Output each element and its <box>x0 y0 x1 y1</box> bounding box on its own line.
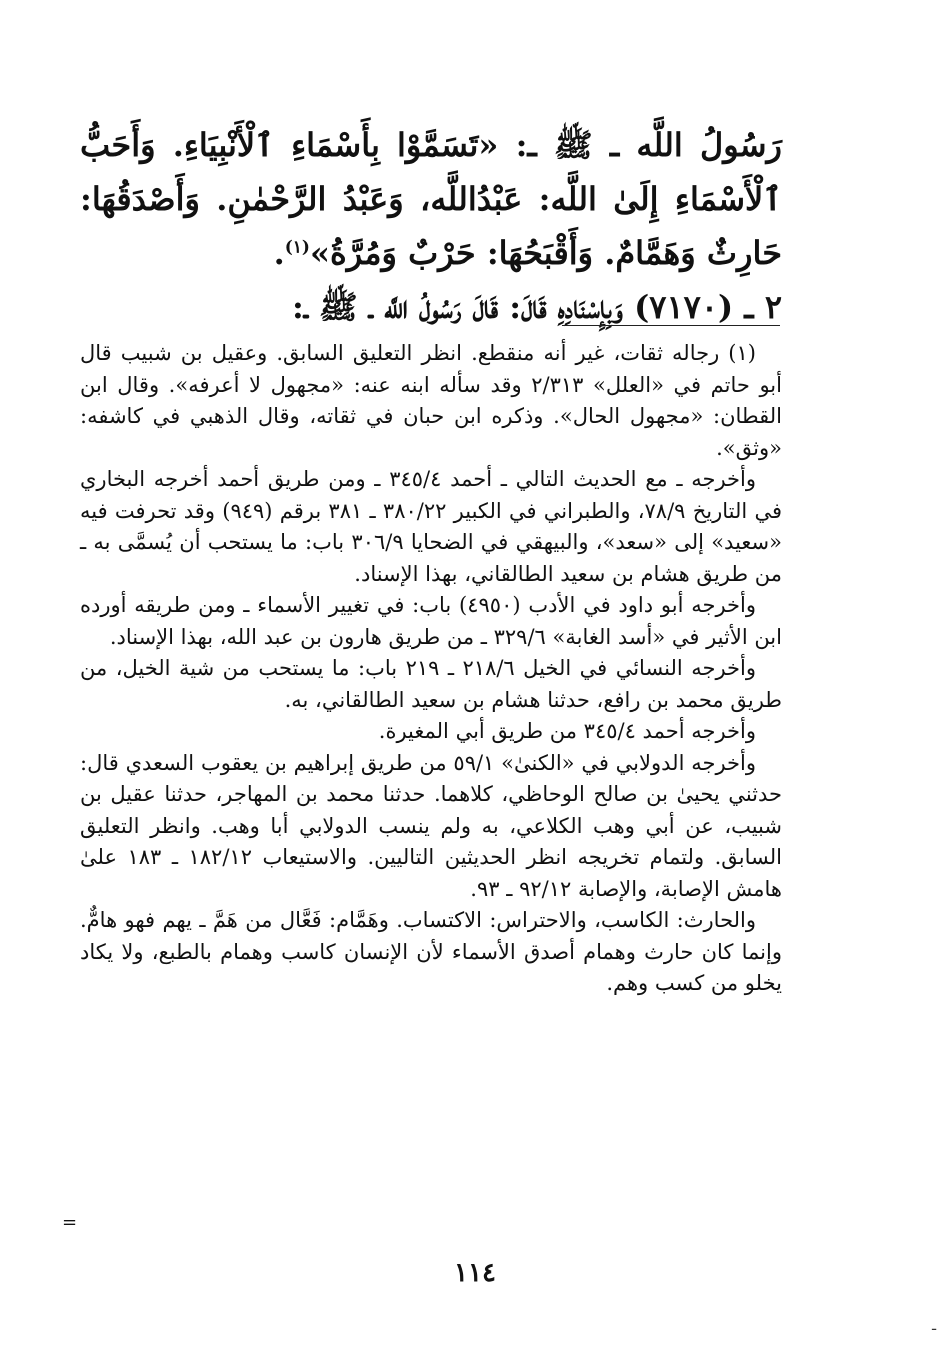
hadith-text <box>80 118 782 280</box>
hadith-text-body: رَسُولُ اللَّه ـ ﷺ ـ: «تَسَمَّوْا بِأَسْمَاءِ ٱلْأَنْبِيَاءِ. وَأَحَبُّ ٱلْأَسْمَاءِ إِلَىٰ اللَّه: عَبْدُاللَّه، وَعَبْدُ الرَّحْمٰنِ. وَأَصْدَقُهَا: حَارِثٌ وَهَمَّامٌ. وَأَقْبَحُهَا: حَرْبٌ وَمُرَّةُ» <box>80 126 782 272</box>
footnote-paragraph-6: وأخرجه الدولابي في «الكنىٰ» ٥٩/١ من طريق إبراهيم بن يعقوب السعدي قال: حدثني يحيىٰ بن صالح الوحاظي، كلاهما. حدثنا محمد بن المهاجر، حدثنا عقيل بن شبيب، عن أبي وهب الكلاعي، به ولم ينسب الدولابي أبا وهب. وانظر التعليق السابق. ولتمام تخريجه انظر الحديثين التاليين. والاستيعاب ١٨٢/١٢ ـ ١٨٣ علىٰ هامش الإصابة، والإصابة ٩٢/١٢ ـ ٩٣. <box>80 750 782 901</box>
footnote-paragraph-2: وأخرجه ـ مع الحديث التالي ـ أحمد ٣٤٥/٤ ـ ومن طريق أحمد أخرجه البخاري في التاريخ ٧٨/٩، والطبراني في الكبير ٣٨٠/٢٢ ـ ٣٨١ برقم (٩٤٩) وقد تحرفت فيه «سعيد» إلى «سعد»، والبيهقي في الضحايا ٣٠٦/٩ باب: ما يستحب أن يُسمَّى به ـ من طريق هشام بن سعيد الطالقاني، بهذا الإسناد. <box>80 467 783 586</box>
footnote-paragraph-5: وأخرجه أحمد ٣٤٥/٤ من طريق أبي المغيرة. <box>378 719 756 743</box>
margin-mark: = <box>62 1212 78 1233</box>
corner-mark: ـ <box>932 1318 937 1334</box>
main-text <box>80 118 782 334</box>
footnote-paragraph-4: وأخرجه النسائي في الخيل ٢١٨/٦ ـ ٢١٩ باب: ما يستحب من شية الخيل، من طريق محمد بن رافع، حدثنا هشام بن سعيد الطالقاني، به. <box>80 656 782 712</box>
hadith-text-end: . <box>273 234 285 272</box>
page-number: ١١٤ <box>454 1258 496 1288</box>
footnote-paragraph-7: والحارث: الكاسب، والاحتراس: الاكتساب. وهَمَّام: فَعَّال من هَمَّ ـ يهم فهو هامٌّ. وإنما كان حارث وهمام أصدق الأسماء لأن الإنسان كاسب وهمام بالطبع، ولا يكاد يخلو من كسب وهم. <box>80 908 782 995</box>
footnotes <box>80 338 782 1000</box>
footnote-reference: (١) <box>284 237 310 258</box>
footnote-paragraph-3: وأخرجه أبو داود في الأدب (٤٩٥٠) باب: في تغيير الأسماء ـ ومن طريقه أورده ابن الأثير في «أسد الغابة» ٣٢٩/٦ ـ من طريق هارون بن عبد الله، بهذا الإسناد. <box>80 593 782 649</box>
footnote-divider <box>562 325 780 326</box>
footnote-1: (١) رجاله ثقات، غير أنه منقطع. انظر التعليق السابق. وعقيل بن شبيب قال أبو حاتم في «العلل» ٢/٣١٣ وقد سأله ابنه عنه: «مجهول لا أعرفه». وقال ابن القطان: «مجهول الحال». وذكره ابن حبان في ثقاته، وقال الذهبي في كاشفه: «وثق». <box>80 341 782 460</box>
hadith-heading: ٢ ـ (٧١٧٠) وَبِإِسْنَادِهِ قَالَ: قَالَ رَسُولُ اللَّه ـ ﷺ ـ: <box>292 288 782 326</box>
